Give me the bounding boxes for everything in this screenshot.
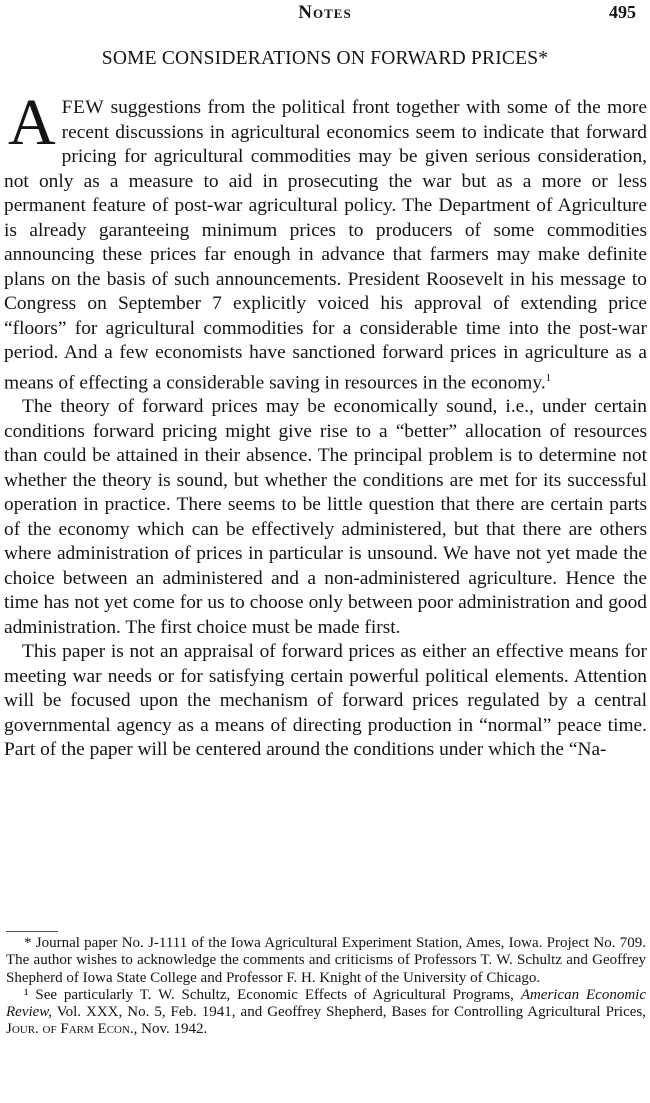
drop-cap: A bbox=[8, 86, 56, 159]
running-head bbox=[0, 2, 650, 26]
paragraph-3: This paper is not an appraisal of forward prices as either an effective means for meeting war needs or for satisfying certain powerful political elements. Attention will be focused upon the mechanism of forward prices regulated by a central governmental agency as a means of directing production in “normal” peace time. Part of the paper will be centered around the conditions under which the “Na- bbox=[4, 641, 647, 761]
paragraph-1 bbox=[4, 86, 647, 395]
footnote-1-jfe: Jour. of Farm Econ., bbox=[6, 1021, 138, 1038]
paragraph-2: The theory of forward prices may be economically sound, i.e., under certain conditions forward pricing might give rise to a “better” allocation of resources than could be attained in their absence. The principal problem is to determine not whether the theory is sound, but whether the conditions are met for its successful operation in practice. There seems to be little question that there are certain parts of the economy which can be effectively administered, but that there are others where administration of prices in particular is unsound. We have not yet made the choice between an administered and a non-administered agriculture. Hence the time has not yet come for us to choose only between poor administration and good administration. The first choice must be made first. bbox=[4, 396, 647, 638]
lead-word: FEW bbox=[61, 97, 105, 118]
footnote-1-mid: Vol. XXX, No. 5, Feb. 1941, and Geoffrey Shepherd, Bases for Controlling Agricultural Prices, bbox=[51, 1004, 646, 1021]
footnote-1 bbox=[6, 987, 646, 1039]
footnote-ref-1[interactable]: 1 bbox=[545, 371, 552, 384]
footnote-star: * Journal paper No. J-1111 of the Iowa Agricultural Experiment Station, Ames, Iowa. Project No. 709. The author wishes to acknowledge the comments and criticisms of Professors T. W. Schultz and Geoffrey Shepherd of Iowa State College and Professor F. H. Knight of the University of Chicago. bbox=[6, 935, 646, 986]
article-body bbox=[4, 86, 647, 763]
page-number: 495 bbox=[609, 2, 636, 22]
footnote-1-prefix: ¹ See particularly T. W. Schultz, Economic Effects of Agricultural Programs, bbox=[24, 986, 514, 1003]
footnotes bbox=[6, 935, 646, 1039]
paragraph-1-text: suggestions from the political front together with some of the more recent discussions in agricultural economics seem to indicate that forward pricing for agricultural commodities may be given serious consideration, not only as a measure to aid in prosecuting the war but as a more or less permanent feature of post-war agricultural policy. The Department of Agriculture is already garanteeing minimum prices to producers of some commodities announcing these prices far enough in advance that farmers may make definite plans on the basis of such announcements. President Roosevelt in his message to Congress on September 7 explicitly voiced his approval of extending price “floors” for agricultural commodities for a considerable time into the post-war period. And a few economists have sanctioned forward prices in agriculture as a means of effecting a considerable saving in resources in the economy. bbox=[4, 97, 647, 393]
footnote-1-end: Nov. 1942. bbox=[137, 1021, 208, 1038]
article-title: SOME CONSIDERATIONS ON FORWARD PRICES* bbox=[101, 48, 549, 69]
running-title: Notes bbox=[298, 2, 352, 23]
footnote-1-journal: American Economic Review, bbox=[6, 986, 646, 1021]
footnote-divider bbox=[6, 931, 58, 932]
